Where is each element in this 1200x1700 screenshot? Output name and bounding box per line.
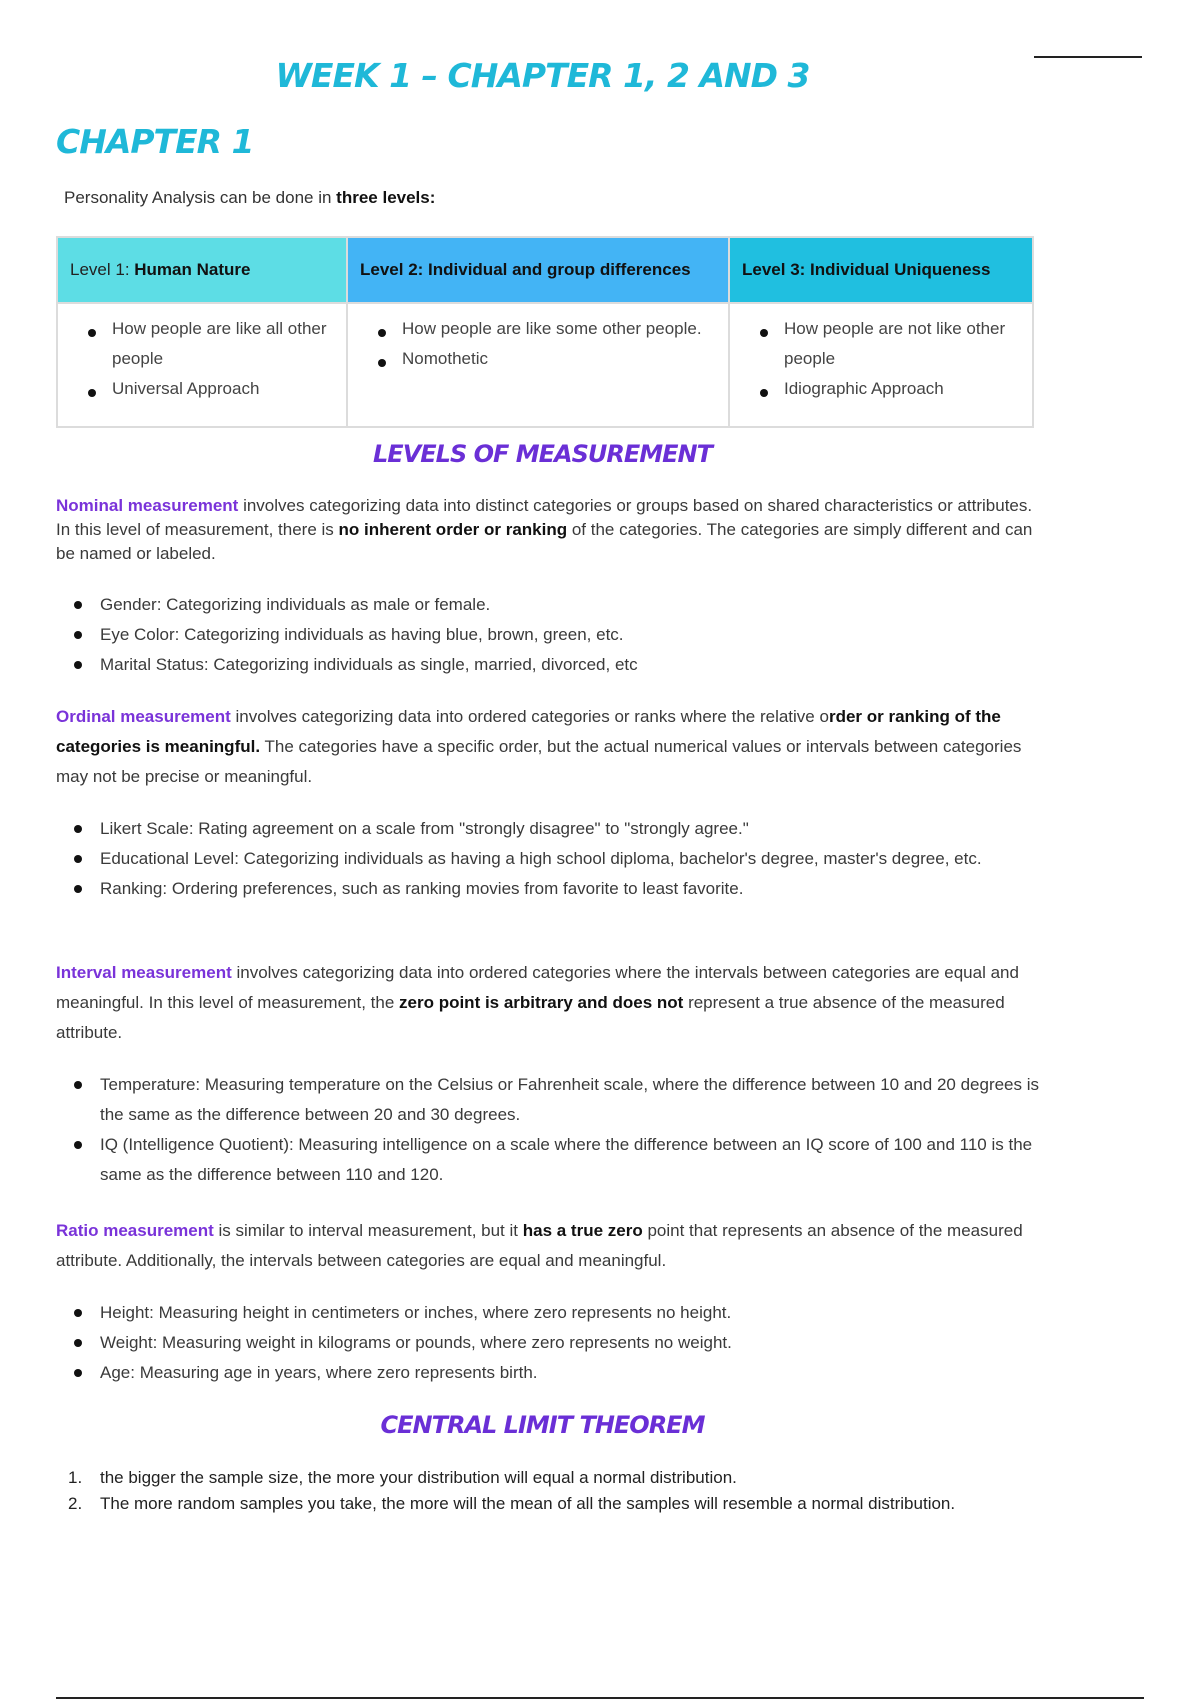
bottom-rule xyxy=(56,1697,1144,1699)
list-item: 1. the bigger the sample size, the more your distribution will equal a normal distribution. xyxy=(68,1468,737,1487)
list-item: Height: Measuring height in centimeters or inches, where zero represents no height. xyxy=(100,1298,1040,1328)
list-item: Age: Measuring age in years, where zero represents birth. xyxy=(100,1358,1040,1388)
central-limit-theorem-heading: CENTRAL LIMIT THEOREM xyxy=(380,1411,705,1439)
list-item: Weight: Measuring weight in kilograms or pounds, where zero represents no weight. xyxy=(100,1328,1040,1358)
level-2-header: Level 2: Individual and group differences xyxy=(347,237,729,303)
nominal-examples xyxy=(100,590,1040,680)
list-item: Likert Scale: Rating agreement on a scale from "strongly disagree" to "strongly agree." xyxy=(100,814,1040,844)
list-item: Temperature: Measuring temperature on the Celsius or Fahrenheit scale, where the difference between 10 and 20 degrees is the same as the difference between 20 and 30 degrees. xyxy=(100,1070,1040,1130)
list-item: Universal Approach xyxy=(112,374,346,404)
list-item: 2. The more random samples you take, the more will the mean of all the samples will resemble a normal distribution. xyxy=(68,1494,956,1513)
list-item: Nomothetic xyxy=(402,344,728,374)
level-3-cell xyxy=(729,303,1033,427)
intro-text: Personality Analysis can be done in three levels: xyxy=(64,188,436,207)
list-item: How people are not like other people xyxy=(784,314,1032,374)
list-item: Educational Level: Categorizing individuals as having a high school diploma, bachelor's degree, master's degree, etc. xyxy=(100,844,1040,874)
document-title: WEEK 1 – CHAPTER 1, 2 AND 3 xyxy=(275,56,810,95)
level-2-cell xyxy=(347,303,729,427)
ratio-examples xyxy=(100,1298,1040,1388)
list-item: How people are like some other people. xyxy=(402,314,728,344)
list-item: IQ (Intelligence Quotient): Measuring intelligence on a scale where the difference between an IQ score of 100 and 110 is the same as the difference between 110 and 120. xyxy=(100,1130,1040,1190)
list-item: Gender: Categorizing individuals as male or female. xyxy=(100,590,1040,620)
levels-body-row xyxy=(57,303,1033,427)
list-item: Ranking: Ordering preferences, such as ranking movies from favorite to least favorite. xyxy=(100,874,1040,904)
nominal-paragraph: Nominal measurement involves categorizing data into distinct categories or groups based on shared characteristics or attributes. In this level of measurement, there is no inherent order or ranking of the categories. The categories are simply different and can be named or labeled. xyxy=(56,496,1033,563)
list-item: Marital Status: Categorizing individuals as single, married, divorced, etc xyxy=(100,650,1040,680)
interval-examples xyxy=(100,1070,1040,1190)
level-1-header: Level 1: Human Nature xyxy=(57,237,347,303)
levels-header-row xyxy=(57,237,1033,303)
ratio-paragraph: Ratio measurement is similar to interval measurement, but it has a true zero point that represents an absence of the measured attribute. Additionally, the intervals between categories are equal and meaningful. xyxy=(56,1221,1023,1270)
ordinal-examples xyxy=(100,814,1040,904)
chapter-heading: CHAPTER 1 xyxy=(56,122,254,161)
level-3-header: Level 3: Individual Uniqueness xyxy=(729,237,1033,303)
clt-list xyxy=(68,1465,1048,1517)
levels-of-measurement-heading: LEVELS OF MEASUREMENT xyxy=(373,440,712,468)
list-item: Idiographic Approach xyxy=(784,374,1032,404)
level-1-cell xyxy=(57,303,347,427)
ordinal-paragraph: Ordinal measurement involves categorizing data into ordered categories or ranks where the relative order or ranking of the categories is meaningful. The categories have a specific order, but the actual numerical values or intervals between categories may not be precise or meaningful. xyxy=(56,707,1022,786)
list-item: How people are like all other people xyxy=(112,314,346,374)
list-item: Eye Color: Categorizing individuals as having blue, brown, green, etc. xyxy=(100,620,1040,650)
interval-paragraph: Interval measurement involves categorizing data into ordered categories where the intervals between categories are equal and meaningful. In this level of measurement, the zero point is arbitrary and does not represent a true absence of the measured attribute. xyxy=(56,963,1019,1042)
levels-table xyxy=(56,236,1034,428)
